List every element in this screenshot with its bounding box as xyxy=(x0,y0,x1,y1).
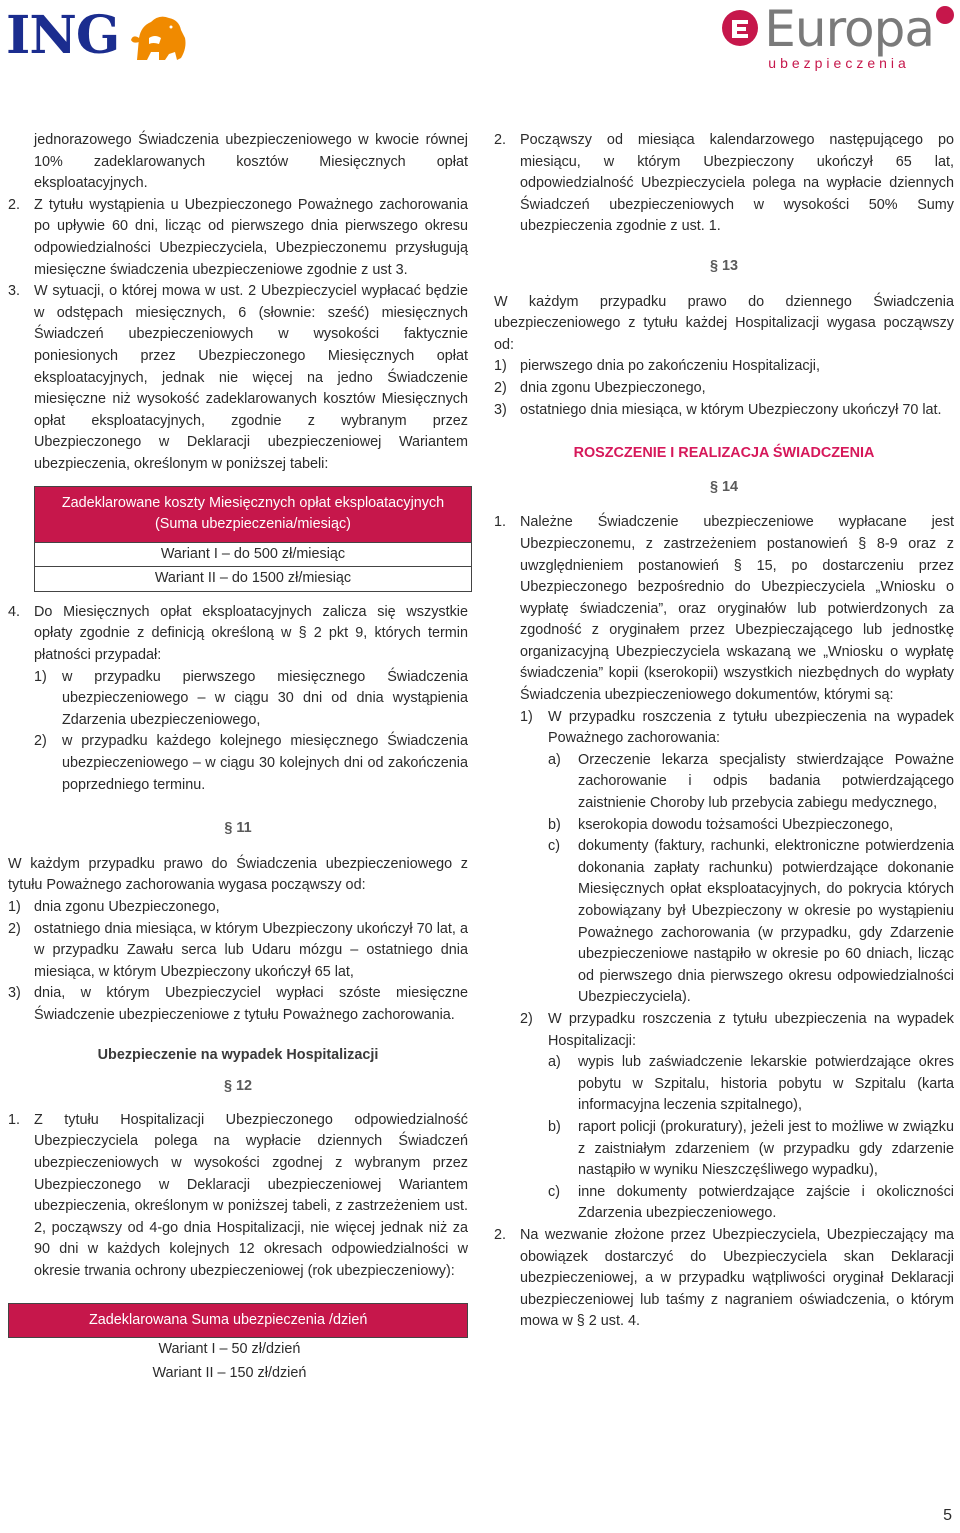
section-13-intro: W każdym przypadku prawo do dziennego Świadczenia ubezpieczeniowego z tytułu każdej Hospitalizacji wygasa począwszy od: xyxy=(494,293,954,353)
list-number: 2) xyxy=(520,1010,533,1027)
table-row: Wariant II – 150 zł/dzień xyxy=(152,1364,307,1381)
list-text: inne dokumenty potwierdzające zajście i okoliczności Zdarzenia ubezpieczeniowego. xyxy=(578,1183,954,1222)
europa-badge-icon xyxy=(720,8,760,48)
europa-subtitle: ubezpieczenia xyxy=(768,55,910,71)
point-text: Począwszy od miesiąca kalendarzowego następującego po miesiącu, w którym Ubezpieczony ukończył 65 lat, odpowiedzialność Ubezpieczyciela polega na wypłacie dziennych Świadczeń ubezpieczeniowych w wysokości 50% Sumy ubezpieczenia zgodnie z ust. 1. xyxy=(520,132,954,235)
section-12-heading: § 12 xyxy=(223,1078,252,1095)
point-number: 2. xyxy=(494,132,507,148)
europa-logo xyxy=(720,2,954,70)
point-text: Na wezwanie złożone przez Ubezpieczyciela, Ubezpieczający ma obowiązek dostarczyć do Ubezpieczyciela skan Deklaracji ubezpieczeniowej, a w przypadku wątpliwości oryginał Deklaracji ubezpieczeniowej lub taśmy z nagraniem oświadczenia, o którym mowa w § 2 ust. 4. xyxy=(520,1226,954,1330)
point-number: 1. xyxy=(8,1111,21,1128)
list-number: 2) xyxy=(8,920,21,937)
list-text: w przypadku każdego kolejnego miesięcznego Świadczenia ubezpieczeniowego – w ciągu 30 kolejnych dni od zakończenia poprzedniego terminu. xyxy=(62,733,468,793)
list-text: raport policji (prokuratury), jeżeli jest to możliwe w związku z zaistniałym zdarzeniem (w przypadku gdy zdarzenie nastąpiło w wyniku Nieszczęśliwego wypadku), xyxy=(578,1118,954,1179)
europa-wordmark: Europa xyxy=(764,0,934,58)
list-number: 2) xyxy=(494,379,507,396)
page-number: 5 xyxy=(943,1507,952,1525)
list-text: dnia zgonu Ubezpieczonego, xyxy=(34,899,220,915)
list-item xyxy=(8,731,468,796)
list-text: W przypadku roszczenia z tytułu ubezpieczenia na wypadek Poważnego zachorowania: xyxy=(548,708,954,747)
ing-wordmark: ING xyxy=(6,5,120,66)
sub-point-2 xyxy=(494,1009,954,1052)
point-number: 1. xyxy=(494,514,507,531)
list-number: c) xyxy=(548,838,560,855)
list-item xyxy=(494,1052,954,1117)
list-number: 2) xyxy=(34,733,47,750)
list-item xyxy=(8,667,468,732)
table-header: Zadeklarowane koszty Miesięcznych opłat eksploatacyjnych (Suma ubezpieczenia/miesiąc) xyxy=(35,486,472,542)
right-column xyxy=(494,130,954,1333)
list-item xyxy=(494,1182,954,1225)
point-4 xyxy=(8,602,468,667)
sub-point-1 xyxy=(494,707,954,750)
point-number: 3. xyxy=(8,283,21,300)
list-text: W przypadku roszczenia z tytułu ubezpieczenia na wypadek Hospitalizacji: xyxy=(548,1010,954,1049)
list-item xyxy=(494,1117,954,1182)
point-text: Do Miesięcznych opłat eksploatacyjnych zalicza się wszystkie opłaty zgodnie z definicją określoną w § 2 pkt 9, których termin płatności przypadał: xyxy=(34,603,468,664)
table-row: Wariant II – do 1500 zł/miesiąc xyxy=(35,567,472,592)
list-item xyxy=(8,897,468,919)
list-item xyxy=(494,378,954,400)
list-number: 1) xyxy=(494,358,507,375)
section-14-point-1 xyxy=(494,512,954,706)
section-11-heading: § 11 xyxy=(224,820,252,837)
claim-heading: ROSZCZENIE I REALIZACJA ŚWIADCZENIA xyxy=(573,445,875,462)
hospitalization-title: Ubezpieczenie na wypadek Hospitalizacji xyxy=(97,1046,379,1063)
list-text: dnia, w którym Ubezpieczyciel wypłaci szóste miesięczne Świadczenie ubezpieczeniowe z tytułu Poważnego zachorowania. xyxy=(34,985,468,1023)
list-text: w przypadku pierwszego miesięcznego Świadczenia ubezpieczeniowego – w ciągu 30 dni od dnia wystąpienia Zdarzenia ubezpieczeniowego, xyxy=(62,668,468,728)
section-11-intro: W każdym przypadku prawo do Świadczenia ubezpieczeniowego z tytułu Poważnego zachorowania wygasa począwszy od: xyxy=(8,855,468,894)
section-12-point-1 xyxy=(8,1110,468,1283)
list-item xyxy=(8,919,468,984)
list-number: c) xyxy=(548,1183,560,1200)
europa-dot-icon xyxy=(936,6,954,24)
list-number: b) xyxy=(548,816,561,833)
table-row: Wariant I – 50 zł/dzień xyxy=(158,1341,301,1358)
daily-sum-table xyxy=(8,1303,468,1386)
section-13-heading: § 13 xyxy=(709,257,738,274)
point-number: 2. xyxy=(494,1226,507,1243)
section-14-point-2 xyxy=(494,1225,954,1333)
point-2 xyxy=(8,195,468,281)
list-text: pierwszego dnia po zakończeniu Hospitalizacji, xyxy=(520,358,820,375)
list-text: wypis lub zaświadczenie lekarskie potwierdzające okres pobytu w Szpitalu, historia pobytu w Szpitalu (karta informacyjna leczenia szpitalnego), xyxy=(578,1054,954,1114)
point-text: Należne Świadczenie ubezpieczeniowe wypłacane jest Ubezpieczonemu, z zastrzeżeniem postanowień § 8-9 oraz z uwzględnieniem postanowień § 15, po dostarczeniu przez Ubezpieczonego bezpośrednio do Ubezpieczyciela „Wniosku o wypłatę świadczenia”, oraz oryginałów lub potwierdzonych za zgodność z oryginałem przez Ubezpieczającego lub jednostkę organizacyjną Ubezpieczyciela wskazaną we „Wniosku o wypłatę świadczenia” kopii (kserokopii) wszystkich niezbędnych do wypłaty Świadczenia ubezpieczeniowego dokumentów, którymi są: xyxy=(520,514,954,704)
list-number: a) xyxy=(548,751,561,768)
point-3 xyxy=(8,281,468,475)
list-number: 3) xyxy=(494,401,507,418)
table-row: Wariant I – do 500 zł/miesiąc xyxy=(35,542,472,567)
monthly-costs-table xyxy=(34,486,472,592)
list-item xyxy=(494,400,954,422)
lion-icon xyxy=(129,8,191,64)
list-text: ostatniego dnia miesiąca, w którym Ubezpieczony ukończył 70 lat. xyxy=(520,401,942,418)
list-text: Orzeczenie lekarza specjalisty stwierdzające Poważne zachorowanie i odpis badania potwierdzającego zaistnienie Choroby lub przebycia zabiegu medycznego, xyxy=(578,751,954,812)
list-number: 1) xyxy=(520,708,533,725)
section-12-point-2 xyxy=(494,130,954,238)
point-text: Z tytułu Hospitalizacji Ubezpieczonego odpowiedzialność Ubezpieczyciela polega na wypłacie dziennych Świadczeń ubezpieczeniowych w wysokości zgodnej z wybranym przez Ubezpieczonego w Deklaracji ubezpieczeniowej Wariantem ubezpieczenia, określonym w poniższej tabeli, z zastrzeżeniem ust. 2, począwszy od 4-go dnia Hospitalizacji, nie więcej jednak niż za 90 dni w każdych kolejnych 12 okresach odpowiedzialności w okresie trwania ochrony ubezpieczeniowej (rok ubezpieczeniowy): xyxy=(34,1111,468,1279)
list-item xyxy=(494,815,954,837)
intro-paragraph: jednorazowego Świadczenia ubezpieczeniowego w kwocie równej 10% zadeklarowanych kosztów Miesięcznych opłat eksploatacyjnych. xyxy=(34,132,468,192)
table-header: Zadeklarowana Suma ubezpieczenia /dzień xyxy=(9,1303,468,1338)
list-number: 1) xyxy=(34,668,47,685)
list-text: dokumenty (faktury, rachunki, elektroniczne potwierdzenia dokonania zapłaty rachunku) potwierdzające dokonanie Miesięcznych opłat eksploatacyjnych, do pokrycia których zobowiązany był Ubezpieczony w okresie po wystąpieniu Poważnego zachorowania (w przypadku, gdy Zdarzenie ubezpieczeniowe nastąpiło w okresie po 60 dniach, licząc od pierwszego dnia pierwszego okresu odpowiedzialności Ubezpieczyciela). xyxy=(578,838,954,1006)
list-text: ostatniego dnia miesiąca, w którym Ubezpieczony ukończył 70 lat, a w przypadku Zawału serca lub Udaru mózgu – ostatniego dnia miesiąca, w którym Ubezpieczony ukończył 65 lat, xyxy=(34,920,468,980)
page-header xyxy=(0,0,960,80)
ing-logo xyxy=(6,6,191,66)
list-text: kserokopia dowodu tożsamości Ubezpieczonego, xyxy=(578,816,894,833)
list-number: 3) xyxy=(8,985,21,1002)
point-number: 2. xyxy=(8,196,21,213)
point-text: Z tytułu wystąpienia u Ubezpieczonego Poważnego zachorowania po upływie 60 dni, licząc od pierwszego dnia pierwszego okresu odpowiedzialności Ubezpieczyciela, Ubezpieczonemu przysługują miesięczne świadczenia ubezpieczeniowe zgodnie z ust 3. xyxy=(34,196,468,278)
list-text: dnia zgonu Ubezpieczonego, xyxy=(520,379,706,396)
point-number: 4. xyxy=(8,603,21,620)
point-text: W sytuacji, o której mowa w ust. 2 Ubezpieczyciel wypłacać będzie w odstępach miesięcznych, 6 (słownie: sześć) miesięcznych Świadczeń ubezpieczeniowych w wysokości faktycznie poniesionych przez Ubezpieczonego Miesięcznych opłat eksploatacyjnych, jednak nie więcej na jedno Świadczenie miesięczne niż wysokość zadeklarowanych kosztów Miesięcznych opłat eksploatacyjnych, zgodnie z wybranym przez Ubezpieczonego w Deklaracji ubezpieczeniowej Wariantem ubezpieczenia, określonym w poniższej tabeli: xyxy=(34,283,468,472)
list-number: b) xyxy=(548,1118,561,1135)
list-item xyxy=(494,836,954,1009)
list-number: 1) xyxy=(8,899,21,915)
list-number: a) xyxy=(548,1054,561,1071)
list-item xyxy=(494,356,954,378)
list-item xyxy=(494,750,954,815)
section-14-heading: § 14 xyxy=(709,478,738,495)
list-item xyxy=(8,983,468,1026)
left-column xyxy=(8,130,468,1395)
